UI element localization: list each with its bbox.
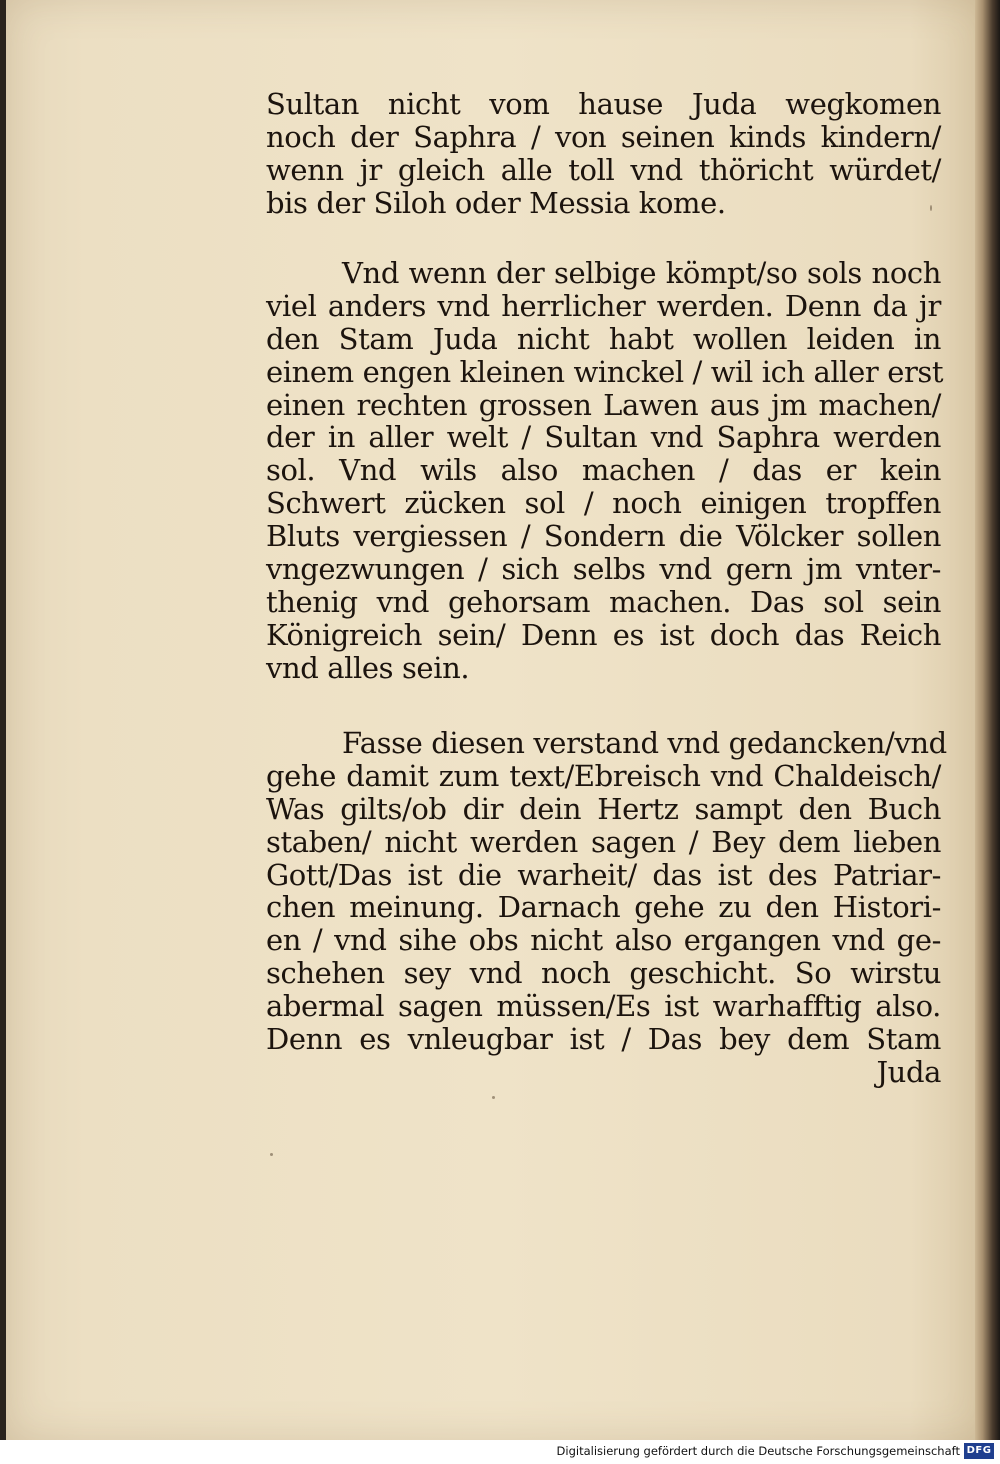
funding-credit: Digitalisierung gefördert durch die Deutsche Forschungsgemeinschaft [556,1444,960,1458]
paper-speck [270,1153,273,1156]
text-line: gehe damit zum text/Ebreisch vnd Chaldeisch/ [266,758,941,793]
text-line: Vnd wenn der selbige kömpt/so sols noch [342,256,941,290]
dfg-logo: DFG [964,1443,994,1459]
text-line: en / vnd sihe obs nicht also ergangen vnd ge- [266,923,941,958]
catchword: Juda [876,1055,941,1089]
text-line: chen meinung. Darnach gehe zu den Histori- [266,890,941,925]
text-line: der in aller welt / Sultan vnd Saphra werden [266,420,941,455]
paper-speck [930,205,932,211]
text-line: abermal sagen müssen/Es ist warhafftig also. [266,989,941,1024]
text-line: schehen sey vnd noch geschicht. So wirstu [266,956,941,991]
text-line: Königreich sein/ Denn es ist doch das Reich [266,617,941,652]
text-line: Bluts vergiessen / Sondern die Völcker sollen [266,519,941,554]
catchword-block [266,1056,941,1089]
book-spine-edge [975,0,1000,1440]
text-line: Fasse diesen verstand vnd gedancken/vnd [342,726,947,760]
text-line: den Stam Juda nicht habt wollen leiden in [266,321,941,356]
text-line: einem engen kleinen winckel / wil ich aller erst [266,354,944,389]
text-line: einen rechten grossen Lawen aus jm machen/ [266,387,941,422]
text-line: Was gilts/ob dir dein Hertz sampt den Buch [266,791,941,826]
text-line: sol. Vnd wils also machen / das er kein [266,453,941,488]
paragraph-1 [266,88,941,220]
paragraph-3 [266,726,947,1057]
paper-speck [492,1096,495,1099]
paragraph-2 [266,256,944,685]
credit-bar [0,1440,1000,1464]
text-line: Schwert zücken sol / noch einigen tropffen [266,486,941,521]
text-line: Denn es vnleugbar ist / Das bey dem Stam [266,1022,941,1057]
text-line: vnd alles sein. [266,650,470,685]
text-line: vngezwungen / sich selbs vnd gern jm vnter- [266,552,941,587]
text-line: Gott/Das ist die warheit/ das ist des Patriar- [266,857,941,892]
text-line: staben/ nicht werden sagen / Bey dem lieben [266,824,941,859]
text-line: wenn jr gleich alle toll vnd thöricht würdet/ [266,152,941,187]
text-line: thenig vnd gehorsam machen. Das sol sein [266,584,941,619]
text-line: viel anders vnd herrlicher werden. Denn da jr [266,288,941,323]
text-line: Sultan nicht vom hause Juda wegkomen [266,87,941,121]
text-line: noch der Saphra / von seinen kinds kindern/ [266,119,941,154]
text-line: bis der Siloh oder Messia kome. [266,185,726,220]
